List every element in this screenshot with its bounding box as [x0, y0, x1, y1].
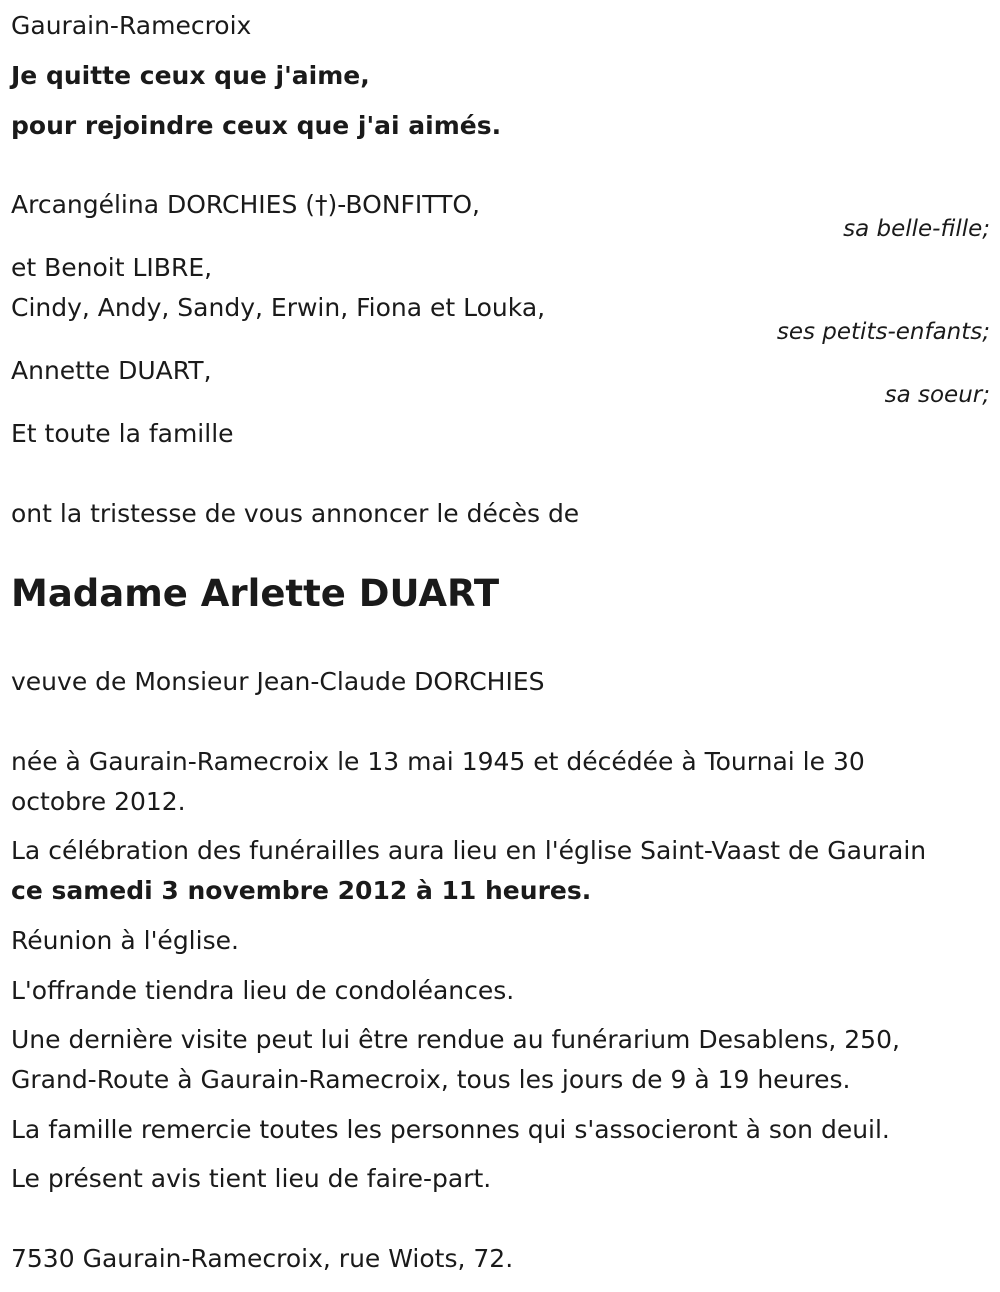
birth-death-line-1: née à Gaurain-Ramecroix le 13 mai 1945 et décédée à Tournai le 30 — [11, 747, 865, 776]
quote-line-1: Je quitte ceux que j'aime, — [11, 61, 370, 90]
announcement: ont la tristesse de vous annoncer le décès de — [11, 499, 580, 528]
thanks-line: La famille remercie toutes les personnes qui s'associeront à son deuil. — [11, 1115, 890, 1144]
family-member-5: Et toute la famille — [11, 419, 234, 448]
quote-line-2: pour rejoindre ceux que j'ai aimés. — [11, 111, 502, 140]
offering-info: L'offrande tiendra lieu de condoléances. — [11, 976, 515, 1005]
ceremony-line-1: La célébration des funérailles aura lieu en l'église Saint-Vaast de Gaurain — [11, 836, 927, 865]
meeting-info: Réunion à l'église. — [11, 926, 239, 955]
ceremony-line-2: ce samedi 3 novembre 2012 à 11 heures. — [11, 876, 592, 905]
notice-line: Le présent avis tient lieu de faire-part. — [11, 1164, 492, 1193]
deceased-name: Madame Arlette DUART — [11, 572, 500, 615]
location: Gaurain-Ramecroix — [11, 11, 252, 40]
relation-2: ses petits-enfants; — [776, 319, 990, 345]
family-member-3: Cindy, Andy, Sandy, Erwin, Fiona et Louka, — [11, 293, 546, 322]
visit-line-1: Une dernière visite peut lui être rendue au funérarium Desablens, 250, — [11, 1025, 900, 1054]
widow-of: veuve de Monsieur Jean-Claude DORCHIES — [11, 667, 545, 696]
visit-line-2: Grand-Route à Gaurain-Ramecroix, tous les jours de 9 à 19 heures. — [11, 1065, 851, 1094]
birth-death-line-2: octobre 2012. — [11, 787, 186, 816]
family-member-1: Arcangélina DORCHIES (†)-BONFITTO, — [11, 190, 480, 219]
address: 7530 Gaurain-Ramecroix, rue Wiots, 72. — [11, 1244, 514, 1273]
family-member-4: Annette DUART, — [11, 356, 212, 385]
family-member-2: et Benoit LIBRE, — [11, 253, 213, 282]
relation-3: sa soeur; — [884, 382, 990, 408]
relation-1: sa belle-fille; — [843, 216, 990, 242]
